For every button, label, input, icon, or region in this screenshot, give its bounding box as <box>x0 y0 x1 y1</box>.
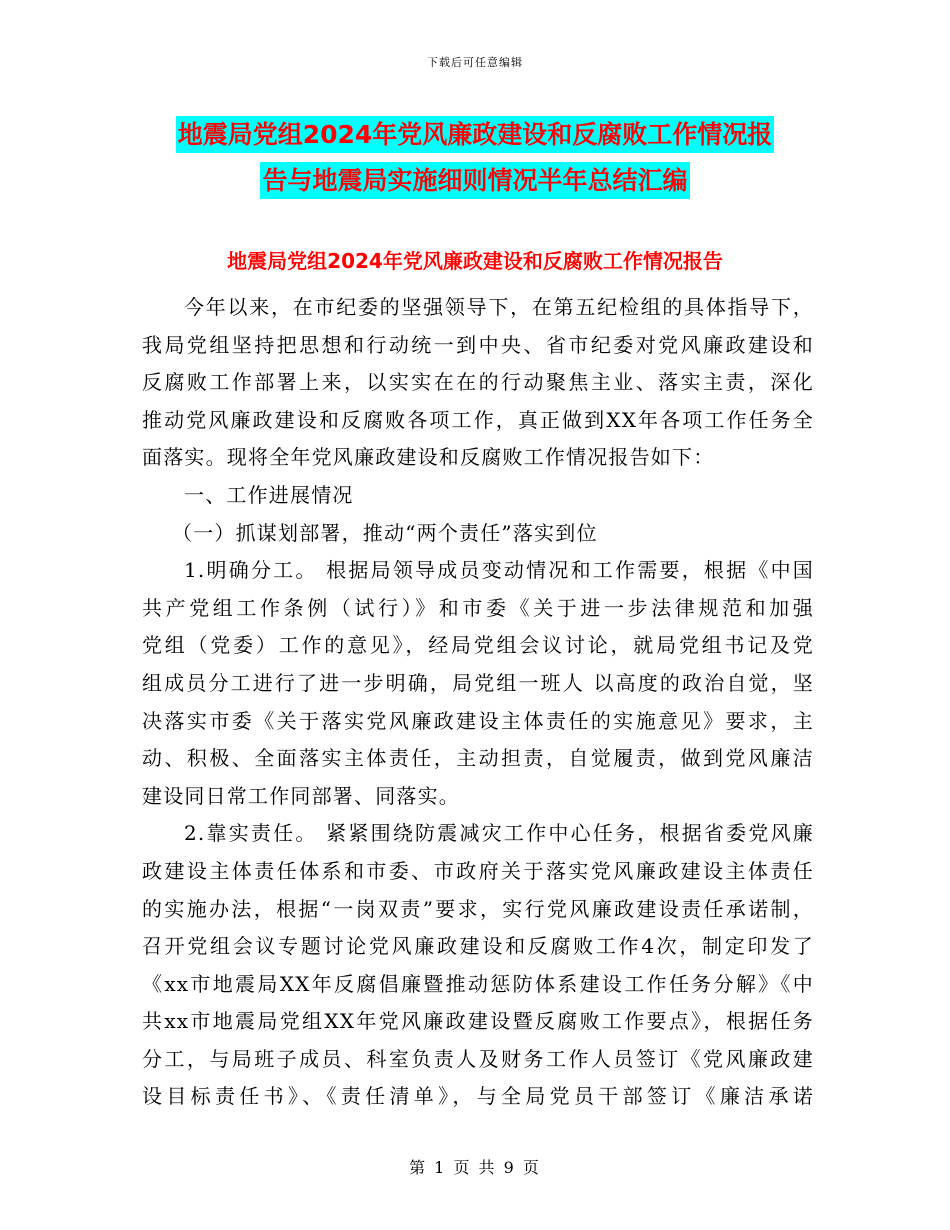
paragraph-line: 党组（党委）工作的意见》，经局党组会议讨论，就局党组书记及党 <box>142 633 814 658</box>
paragraph-line: 今年以来，在市纪委的坚强领导下，在第五纪检组的具体指导下， <box>184 295 814 319</box>
paragraph-line: 分工，与局班子成员、科室负责人及财务工作人员签订《党风廉政建 <box>142 1046 814 1071</box>
paragraph-line: 面落实。现将全年党风廉政建设和反腐败工作情况报告如下： <box>142 445 715 470</box>
paragraph-line: 2.靠实责任。 紧紧围绕防震减灾工作中心任务，根据省委党风廉 <box>184 821 814 846</box>
section-title: 地震局党组2024年党风廉政建设和反腐败工作情况报告 <box>227 249 723 273</box>
paragraph-line: 共xx市地震局党组XX年党风廉政建设暨反腐败工作要点》，根据任务 <box>142 1009 814 1034</box>
body-text <box>142 289 814 1116</box>
subsection-heading: （一）抓谋划部署，推动“两个责任”落实到位 <box>172 520 598 545</box>
document-title-line-1 <box>0 112 950 158</box>
paragraph-line: 共产党组工作条例（试行）》和市委《关于进一步法律规范和加强 <box>142 595 814 620</box>
section-heading: 一、工作进展情况 <box>184 482 354 507</box>
paragraph-line: 《xx市地震局XX年反腐倡廉暨推动惩防体系建设工作任务分解》《中 <box>142 971 814 996</box>
paragraph-line: 的实施办法，根据“一岗双责”要求，实行党风廉政建设责任承诺制， <box>142 896 814 921</box>
paragraph-line: 建设同日常工作同部署、同落实。 <box>142 783 460 808</box>
paragraph-line: 决落实市委《关于落实党风廉政建设主体责任的实施意见》要求，主 <box>142 708 814 733</box>
title-highlight-1: 地震局党组2024年党风廉政建设和反腐败工作情况报 <box>176 116 775 153</box>
paragraph-line: 组成员分工进行了进一步明确，局党组一班人 以高度的政治自觉，坚 <box>142 670 814 695</box>
paragraph-line: 政建设主体责任体系和市委、市政府关于落实党风廉政建设主体责任 <box>142 858 814 883</box>
document-title-line-2 <box>0 158 950 204</box>
page-number: 第 1 页 共 9 页 <box>409 1158 541 1177</box>
header-note: 下载后可任意编辑 <box>427 56 523 69</box>
paragraph-line: 1.明确分工。 根据局领导成员变动情况和工作需要，根据《中国 <box>184 558 814 583</box>
paragraph-line: 反腐败工作部署上来，以实实在在的行动聚焦主业、落实主责，深化 <box>142 370 814 395</box>
title-highlight-2: 告与地震局实施细则情况半年总结汇编 <box>260 162 689 199</box>
paragraph-line: 设目标责任书》、《责任清单》，与全局党员干部签订《廉洁承诺 <box>142 1084 814 1109</box>
paragraph-line: 我局党组坚持把思想和行动统一到中央、省市纪委对党风廉政建设和 <box>142 332 814 357</box>
document-title <box>0 112 950 204</box>
paragraph-line: 推动党风廉政建设和反腐败各项工作，真正做到XX年各项工作任务全 <box>142 407 814 432</box>
paragraph-line: 召开党组会议专题讨论党风廉政建设和反腐败工作4次，制定印发了 <box>142 934 814 959</box>
paragraph-line: 动、积极、全面落实主体责任，主动担责，自觉履责，做到党风廉洁 <box>142 746 814 771</box>
